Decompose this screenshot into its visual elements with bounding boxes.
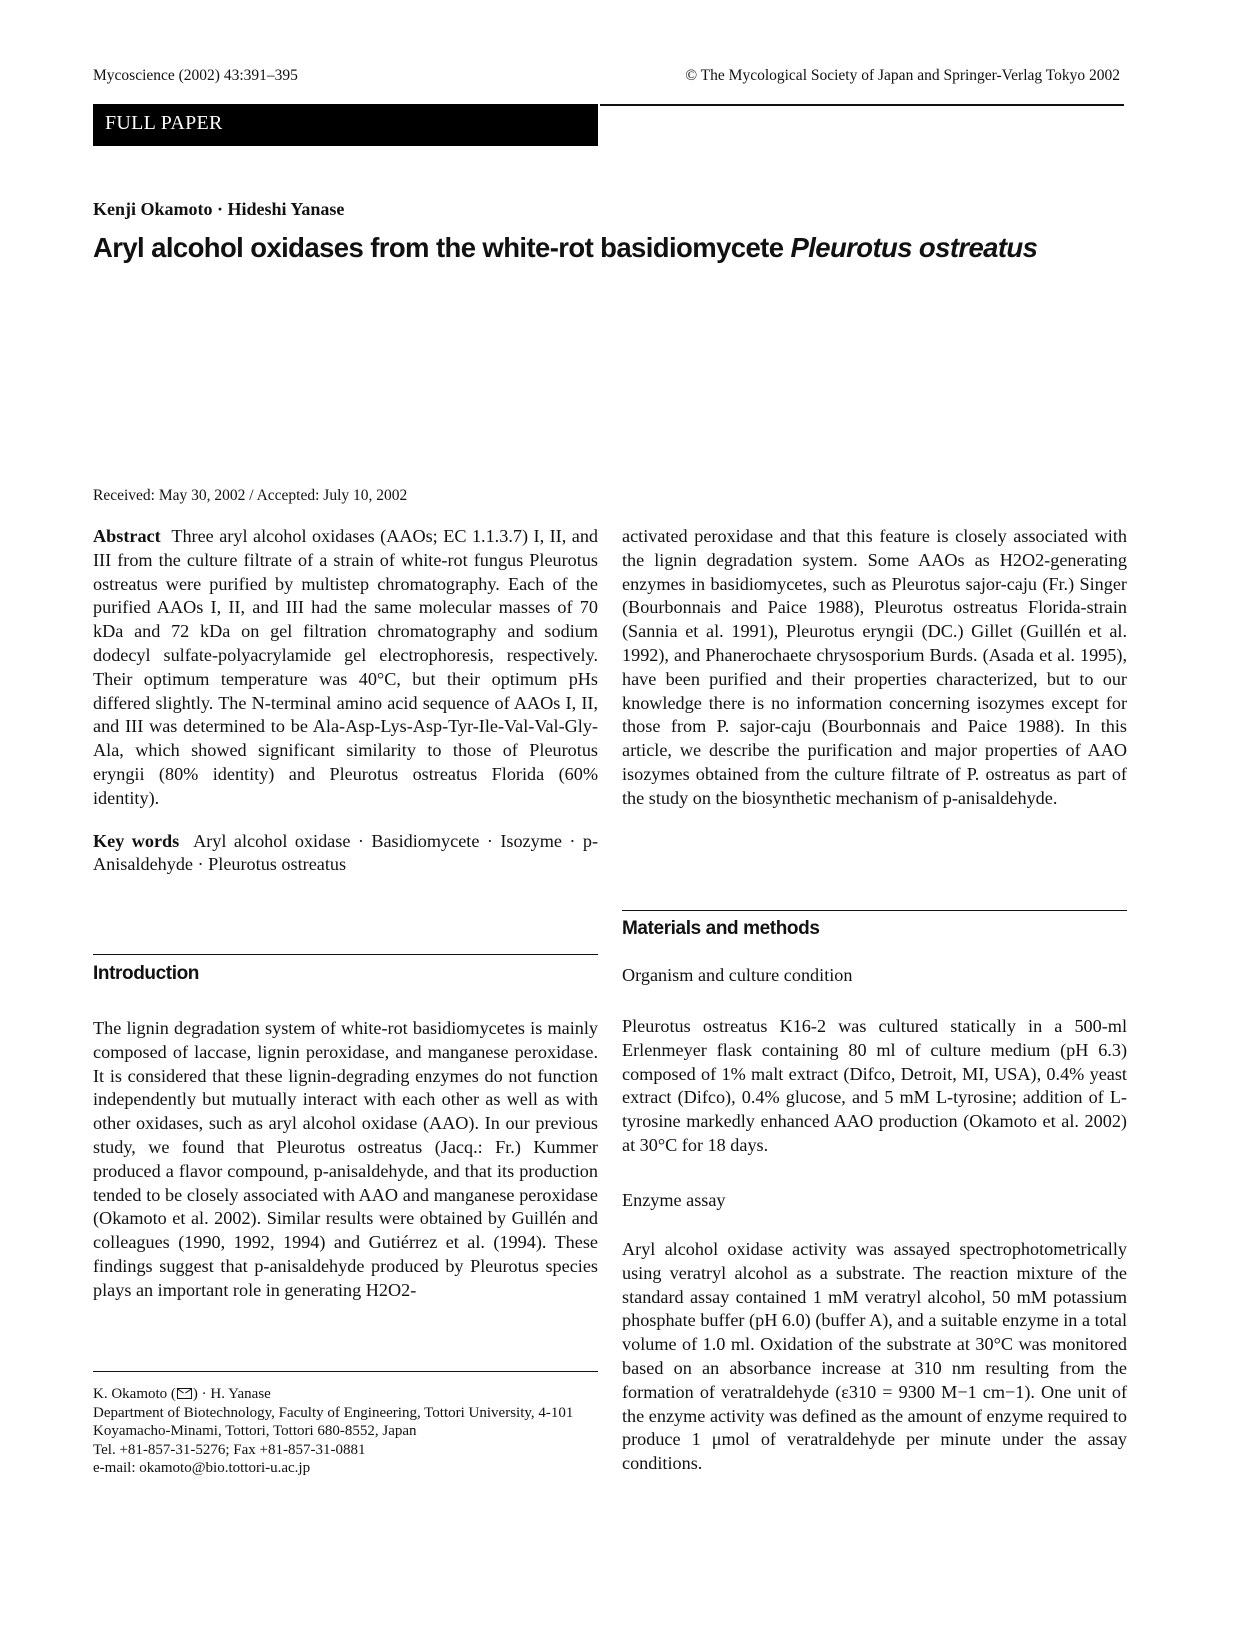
footnote-phone: Tel. +81-857-31-5276; Fax +81-857-31-0881 xyxy=(93,1441,366,1458)
footnote-author-b: ) · H. Yanase xyxy=(192,1386,271,1402)
copyright-notice: © The Mycological Society of Japan and Springer-Verlag Tokyo 2002 xyxy=(685,67,1120,84)
methods-organism-text: Pleurotus ostreatus K16-2 was cultured statically in a 500-ml Erlenmeyer flask containing 80 ml of culture medium (pH 6.3) composed of 1% malt extract (Difco, Detroit, MI, USA), 0.4% yeast extract (Difco), 0.4% glucose, and 5 mM L-tyrosine; addition of L-tyrosine markedly enhanced AAO production (Okamoto et al. 2002) at 30°C for 18 days. xyxy=(622,1016,1127,1155)
keywords-paragraph xyxy=(93,830,598,878)
introduction-heading: Introduction xyxy=(93,963,200,984)
envelope-icon xyxy=(177,1388,192,1399)
methods-assay-body xyxy=(622,1238,1127,1476)
journal-citation: Mycoscience (2002) 43:391–395 xyxy=(93,67,298,84)
methods-assay-text: Aryl alcohol oxidase activity was assayed spectrophotometrically using veratryl alcohol as a substrate. The reaction mixture of the standard assay contained 1 mM veratryl alcohol, 50 mM potassium phosphate buffer (pH 6.0) (buffer A), and a suitable enzyme in a total volume of 1.0 ml. Oxidation of the substrate at 30°C was monitored based on an absorbance increase at 310 nm resulting from the formation of veratraldehyde (ε310 = 9300 M−1 cm−1). One unit of the enzyme activity was defined as the amount of enzyme required to produce 1 μmol of veratraldehyde per minute under the assay conditions. xyxy=(622,1239,1127,1474)
footnote-author-a: K. Okamoto ( xyxy=(93,1386,176,1402)
keywords-label: Key words xyxy=(93,830,180,851)
methods-subheading-organism: Organism and culture condition xyxy=(622,965,853,985)
title-main: Aryl alcohol oxidases from the white-rot basidiomycete xyxy=(93,232,791,263)
methods-subheading-assay: Enzyme assay xyxy=(622,1190,726,1210)
abstract-text: Three aryl alcohol oxidases (AAOs; EC 1.1.3.7) I, II, and III from the culture filtrate of a strain of white-rot fungus Pleurotus ostreatus were purified by multistep chromatography. Each of the purified AAOs I, II, and III had the same molecular masses of 70 kDa and 72 kDa on gel filtration chromatography and sodium dodecyl sulfate-polyacrylamide gel electrophoresis, respectively. Their optimum temperature was 40°C, but their optimum pHs differed slightly. The N-terminal amino acid sequence of AAOs I, II, and III was determined to be Ala-Asp-Lys-Asp-Tyr-Ile-Val-Val-Gly-Ala, which showed significant similarity to those of Pleurotus eryngii (80% identity) and Pleurotus ostreatus Florida (60% identity). xyxy=(93,526,599,808)
intro-continued-text: activated peroxidase and that this feature is closely associated with the lignin degradation system. Some AAOs as H2O2-generating enzymes in basidiomycetes, such as Pleurotus sajor-caju (Fr.) Singer (Bourbonnais and Paice 1988), Pleurotus ostreatus Florida-strain (Sannia et al. 1991), Pleurotus eryngii (DC.) Gillet (Guillén et al. 1992), and Phanerochaete chrysosporium Burds. (Asada et al. 1995), have been purified and their properties characterized, but to our knowledge there is no information concerning isozymes except for those from P. sajor-caju (Bourbonnais and Paice 1988). In this article, we describe the purification and major properties of AAO isozymes obtained from the culture filtrate of P. ostreatus as part of the study on the biosynthetic mechanism of p-anisaldehyde. xyxy=(622,526,1127,808)
methods-organism-body xyxy=(622,1015,1127,1158)
received-date: Received: May 30, 2002 / Accepted: July 10, 2002 xyxy=(93,487,408,504)
keywords-text: Aryl alcohol oxidase · Basidiomycete · Isozyme · p-Anisaldehyde · Pleurotus ostreatus xyxy=(93,830,598,875)
footnote-rule xyxy=(93,1371,598,1372)
article-type-banner xyxy=(93,104,598,146)
abstract-label: Abstract xyxy=(93,526,161,546)
introduction-rule xyxy=(93,954,598,955)
title-species: Pleurotus ostreatus xyxy=(790,232,1038,263)
left-column xyxy=(93,525,598,877)
footnote-affiliation: Department of Biotechnology, Faculty of Engineering, Tottori University, 4-101 Koyamacho-Minami, Tottori, Tottori 680-8552, Japan xyxy=(93,1404,574,1440)
header-rule xyxy=(600,104,1124,106)
introduction-body xyxy=(93,1017,598,1303)
methods-heading: Materials and methods xyxy=(622,918,820,939)
footnote-authors xyxy=(93,1385,598,1404)
correspondence-footnote xyxy=(93,1385,598,1478)
abstract-paragraph xyxy=(93,525,598,811)
right-column xyxy=(622,525,1127,811)
methods-rule xyxy=(622,910,1127,911)
paper-title xyxy=(93,232,1037,264)
article-type-label: FULL PAPER xyxy=(105,112,223,134)
introduction-text: The lignin degradation system of white-rot basidiomycetes is mainly composed of laccase, lignin peroxidase, and manganese peroxidase. It is considered that these lignin-degrading enzymes do not function independently but mutually interact with each other as well as with other oxidases, such as aryl alcohol oxidase (AAO). In our previous study, we found that Pleurotus ostreatus (Jacq.: Fr.) Kummer produced a flavor compound, p-anisaldehyde, and that its production tended to be closely associated with AAO and manganese peroxidase (Okamoto et al. 2002). Similar results were obtained by Guillén and colleagues (1990, 1992, 1994) and Gutiérrez et al. (1994). These findings suggest that p-anisaldehyde produced by Pleurotus species plays an important role in generating H2O2- xyxy=(93,1018,598,1300)
author-list: Kenji Okamoto · Hideshi Yanase xyxy=(93,199,345,219)
footnote-email: e-mail: okamoto@bio.tottori-u.ac.jp xyxy=(93,1460,311,1477)
